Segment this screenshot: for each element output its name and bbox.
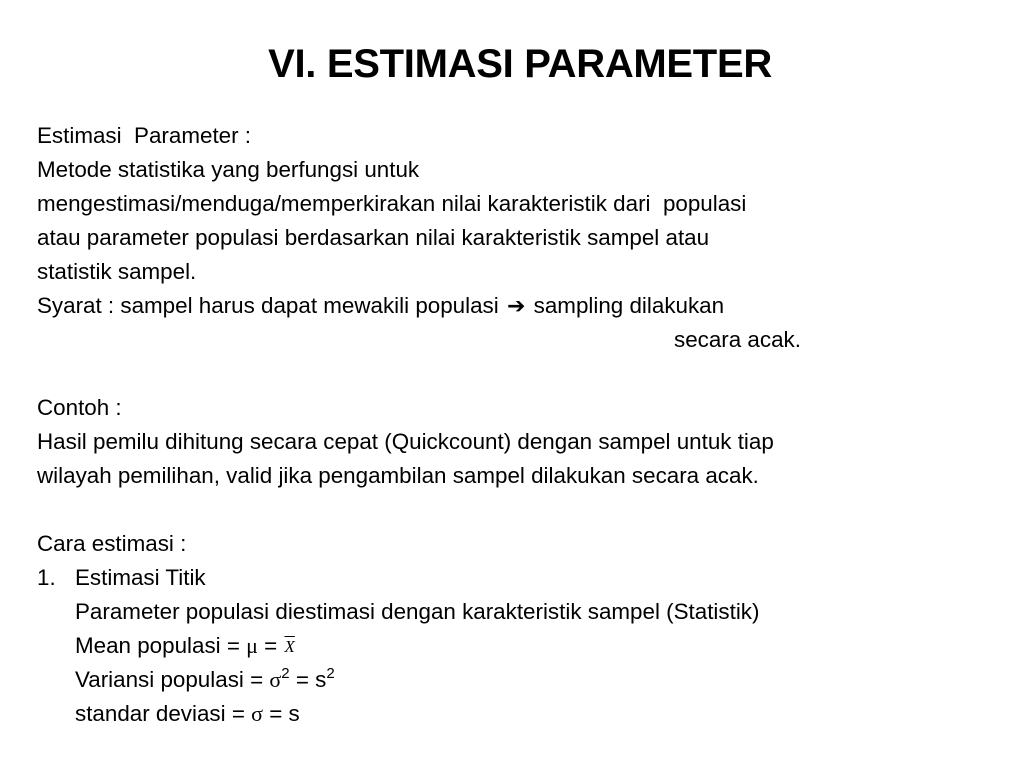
requirement-line (37, 289, 997, 323)
requirement-prefix: Syarat : sampel harus dapat mewakili populasi (37, 293, 499, 318)
std-formula (37, 697, 997, 731)
estimation-description: Parameter populasi diestimasi dengan karakteristik sampel (Statistik) (75, 599, 760, 624)
sigma-symbol: σ (269, 667, 282, 692)
x-bar-symbol: $\overline{X}$ (284, 637, 295, 656)
mu-symbol: μ (246, 633, 258, 658)
definition-heading: Estimasi Parameter : (37, 123, 252, 148)
definition-line: Metode statistika yang berfungsi untuk (37, 157, 420, 182)
estimation-heading: Cara estimasi : (37, 531, 187, 556)
requirement-continuation: secara acak. (674, 327, 801, 352)
right-arrow-icon: ➔ (506, 294, 526, 319)
std-label: standar deviasi = (75, 701, 252, 726)
variance-equals: = s (289, 667, 327, 692)
slide-title: VI. ESTIMASI PARAMETER (268, 42, 772, 86)
example-line: wilayah pemilihan, valid jika pengambilan sampel dilakukan secara acak. (37, 463, 759, 488)
spacer (37, 493, 997, 527)
std-equals: = s (262, 701, 300, 726)
variance-label: Variansi populasi = (75, 667, 270, 692)
sigma-symbol: σ (251, 701, 263, 726)
estimation-item (37, 561, 997, 595)
spacer (37, 357, 997, 391)
mean-equals: = (257, 633, 284, 658)
definition-line: atau parameter populasi berdasarkan nilai karakteristik sampel atau (37, 225, 710, 250)
superscript: 2 (281, 665, 290, 682)
slide-body (37, 119, 997, 731)
mean-label: Mean populasi = (75, 633, 247, 658)
definition-line: mengestimasi/menduga/memperkirakan nilai karakteristik dari populasi (37, 191, 747, 216)
definition-line: statistik sampel. (37, 259, 197, 284)
list-number: 1. (37, 565, 56, 590)
variance-formula (37, 663, 997, 697)
example-line: Hasil pemilu dihitung secara cepat (Quickcount) dengan sampel untuk tiap (37, 429, 774, 454)
requirement-suffix: sampling dilakukan (533, 293, 725, 318)
list-item-title: Estimasi Titik (75, 565, 206, 590)
mean-formula (37, 629, 997, 663)
example-heading: Contoh : (37, 395, 122, 420)
superscript: 2 (326, 665, 335, 682)
